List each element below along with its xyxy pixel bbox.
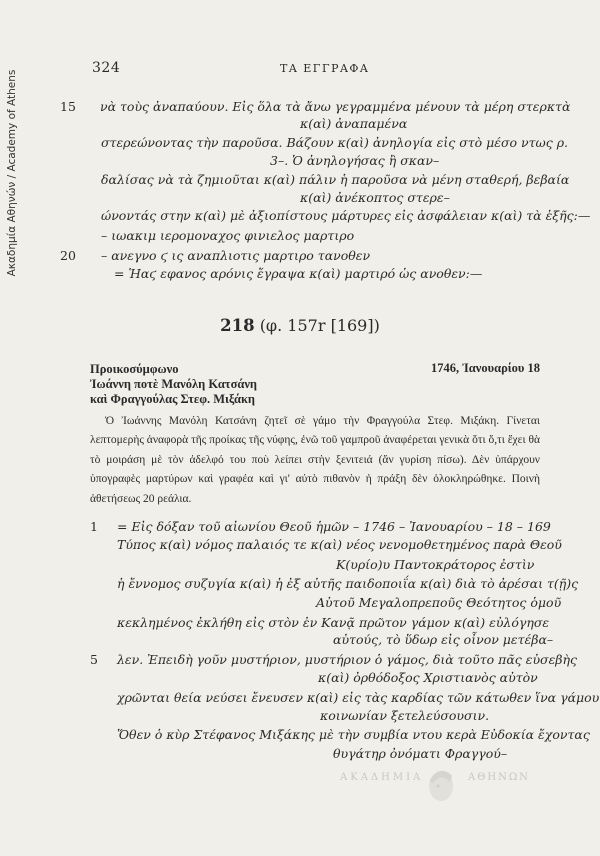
- stamp-text-right: ΑΘΗΝΩΝ: [468, 772, 530, 783]
- text-line: νὰ τοὺς ἀναπαύουν. Εἰς ὅλα τὰ ἄνω γεγραμμένα μένουν τὰ μέρη στερκτὰ: [100, 99, 571, 114]
- academy-stamp: [340, 762, 530, 802]
- document-number: 218: [220, 316, 255, 335]
- text-line: = Ἡαϛ εφανος αρόνις ἔγραψα κ(αὶ) μαρτιρό ὡς ανοθεν:—: [114, 266, 483, 281]
- document-summary: Ὁ Ἰωάννης Μανόλη Κατσάνη ζητεῖ σὲ γάμο τὴν Φραγγούλα Στεφ. Μιξάκη. Γίνεται λεπτομερὴς ἀναφορὰ τῆς προίκας τῆς νύφης, ἐνῶ τοῦ γαμπροῦ ἀναφέρεται γενικὰ ὅτι ὅ,τι ἔχει θὰ τὸ μοιράση μὲ τὸν ἀδελφό του ποὺ λείπει στὴν ξενιτειά (ἄν γυρίση πίσω). Δὲν ὑπάρχουν ὑπογραφὲς μαρτύρων καὶ γραφέα καὶ γι' αὐτὸ πιθανὸν ἡ πράξη δὲν ὁλοκληρώθηκε. Ποινὴ ἀθετήσεως 20 ρεάλια.: [90, 415, 540, 505]
- text-line: κ(αὶ) ἀνέκοπτος στερε–: [300, 190, 450, 205]
- line-number: 1: [90, 519, 98, 534]
- text-line: θυγάτηρ ὀνόματι Φραγγού–: [333, 746, 508, 761]
- line-number: 20: [60, 248, 76, 263]
- document-title: [90, 362, 257, 407]
- text-line: στερεώνοντας τὴν παροῦσα. Βάζουν κ(αὶ) ἀνηλογία εἰς στὸ μέσο ντως ρ.: [101, 135, 569, 150]
- text-line: κ(αὶ) ὀρθόδοξος Χριστιανὸς αὐτὸν: [318, 670, 538, 685]
- text-line: ώνοντάς στην κ(αὶ) μὲ ἀξιοπίστους μάρτυρες εἰς ἀσφάλειαν κ(αὶ) τὰ ἑξῆς:—: [101, 208, 591, 223]
- text-line: κεκλημένος ἐκλήθη εἰς στὸν ἐν Κανᾷ πρῶτον γάμον κ(αὶ) εὐλόγησε: [117, 615, 550, 630]
- line-number: 5: [90, 652, 98, 667]
- watermark-text: Ακαδημία Αθηνών / Academy of Athens: [6, 69, 18, 277]
- page-number: 324: [92, 60, 121, 76]
- text-line: αὐτούς, τὸ ὕδωρ εἰς οἶνον μετέβα–: [333, 632, 554, 647]
- stamp-text-left: ΑΚΑΔΗΜΙΑ: [340, 772, 424, 783]
- title-line: Ἰωάννη ποτὲ Μανόλη Κατσάνη: [90, 377, 258, 391]
- athena-head-icon: [424, 762, 458, 804]
- text-line: Αὐτοῦ Μεγαλοπρεποῦς Θεότητος ὁμοῦ: [316, 595, 562, 610]
- side-watermark: [3, 48, 21, 298]
- text-line: 3–. Ὁ ἀνηλογήσας ἢ σκαν–: [270, 153, 440, 168]
- text-line: κοινωνίαν ξετελεύσουσιν.: [320, 708, 490, 723]
- text-line: Τύπος κ(αὶ) νόμος παλαιός τε κ(αὶ) νέος νενομοθετημένος παρὰ Θεοῦ: [117, 537, 562, 552]
- running-head: ΤΑ ΕΓΓΡΑΦΑ: [280, 62, 370, 75]
- text-line: δαλίσας νὰ τὰ ζημιοῦται κ(αὶ) πάλιν ἡ παροῦσα νὰ μένη σταθερή, βεβαία: [101, 172, 570, 187]
- text-line: κ(αὶ) ἀναπαμένα: [300, 116, 408, 131]
- text-line: Ὅθεν ὁ κὺρ Στέφανος Μιξάκης μὲ τὴν συμβία ντου κερὰ Εὐδοκία ἔχοντας: [117, 727, 590, 742]
- text-line: = Εἰς δόξαν τοῦ αἰωνίου Θεοῦ ἡμῶν – 1746 – Ἰανουαρίου – 18 – 169: [117, 519, 551, 534]
- line-number: 15: [60, 99, 76, 114]
- text-line: Κ(υρίο)υ Παντοκράτορος ἐστὶν: [336, 557, 535, 572]
- document-heading: [0, 316, 600, 335]
- text-line: χρῶνται θεία νεύσει ἔνευσεν κ(αὶ) εἰς τὰς καρδίας τῶν κάτωθεν ἵνα γάμου: [117, 690, 600, 705]
- text-line: – ανεγνο ϛ ις αναπλιοτις μαρτιρο τανοθεν: [101, 248, 371, 263]
- text-line: – ιωακιμ ιερομοναχος φινιελος μαρτιρο: [101, 228, 355, 243]
- text-line: ἡ ἔννομος συζυγία κ(αὶ) ἡ ἐξ αὐτῆς παιδοποιΐα κ(αὶ) διὰ τὸ ἀρέσαι τ(ῇ)ς: [117, 576, 579, 591]
- document-date: 1746, Ἰανουαρίου 18: [431, 361, 540, 375]
- folio-reference: (φ. 157r [169]): [259, 316, 380, 335]
- text-line: λεν. Ἐπειδὴ γοῦν μυστήριον, μυστήριον ὁ γάμος, διὰ τοῦτο πᾶς εὐσεβὴς: [117, 652, 578, 667]
- title-line: καὶ Φραγγούλας Στεφ. Μιξάκη: [90, 392, 255, 406]
- title-line: Προικοσύμφωνο: [90, 362, 179, 376]
